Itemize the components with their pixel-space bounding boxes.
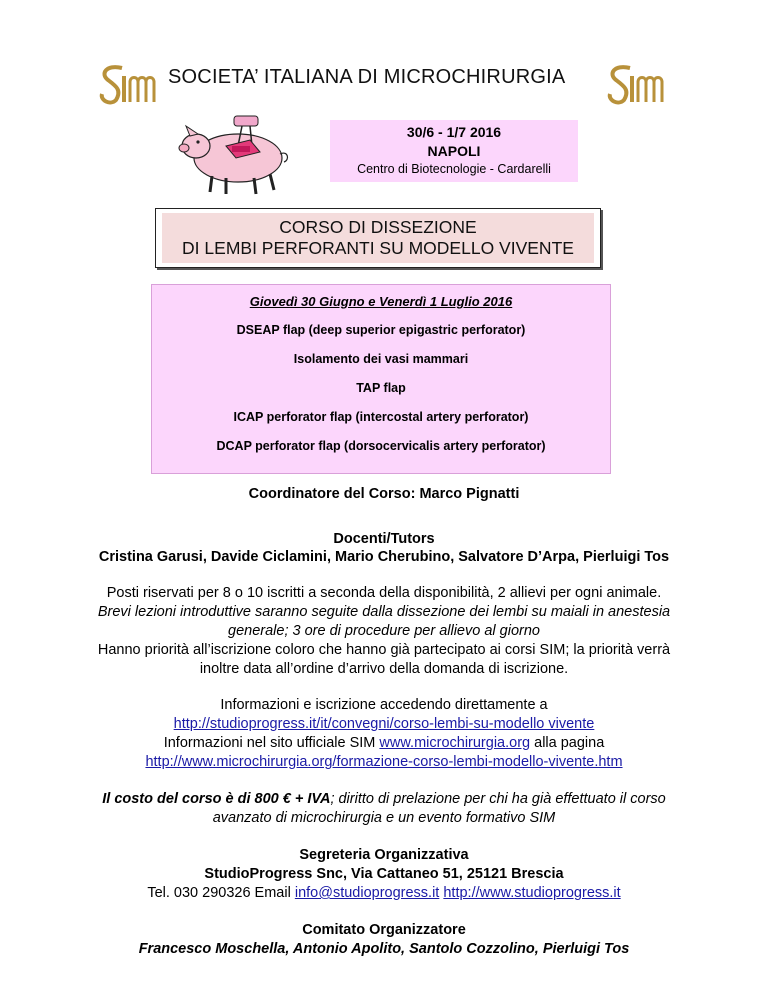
secretariat-email-link[interactable]: info@studioprogress.it xyxy=(294,885,440,901)
sim-logo-right-icon xyxy=(604,62,670,106)
registration-url-line xyxy=(0,715,768,734)
teachers-heading: Docenti/Tutors xyxy=(333,531,435,547)
sim-site-prefix: Informazioni nel sito ufficiale SIM xyxy=(163,735,376,751)
sim-site-link[interactable]: www.microchirurgia.org xyxy=(379,735,531,751)
secretariat-website-link[interactable]: http://www.studioprogress.it xyxy=(443,885,621,901)
secretariat-company: StudioProgress Snc, Via Cattaneo 51, 25121 Brescia xyxy=(204,866,564,882)
sim-logo-left-icon xyxy=(96,62,162,106)
registration-intro: Informazioni e iscrizione accedendo direttamente a xyxy=(220,697,548,713)
cost-amount: Il costo del corso è di 800 € + IVA xyxy=(102,791,331,807)
topic-item: DSEAP flap (deep superior epigastric perforator) xyxy=(236,323,526,337)
event-venue: Centro di Biotecnologie - Cardarelli xyxy=(357,162,551,176)
info-lessons-line1: Brevi lezioni introduttive saranno seguite dalla dissezione dei lembi su maiali in anestesia xyxy=(97,604,671,620)
info-priority-line2: inoltre data all’ordine d’arrivo della domanda di iscrizione. xyxy=(199,661,569,677)
event-city: NAPOLI xyxy=(427,143,481,159)
registration-link[interactable]: http://studioprogress.it/it/convegni/corso-lembi-su-modello vivente xyxy=(173,716,595,732)
course-title-line2: DI LEMBI PERFORANTI SU MODELLO VIVENTE xyxy=(182,238,574,258)
committee-names: Francesco Moschella, Antonio Apolito, Santolo Cozzolino, Pierluigi Tos xyxy=(138,941,630,957)
topics-box xyxy=(151,284,611,474)
info-lessons-line2: generale; 3 ore di procedure per allievo al giorno xyxy=(228,623,540,639)
organization-title: SOCIETA’ ITALIANA DI MICROCHIRURGIA xyxy=(168,66,566,88)
secretariat-contacts xyxy=(0,884,768,903)
secretariat-heading: Segreteria Organizzativa xyxy=(299,847,469,863)
sim-site-line xyxy=(0,734,768,753)
pig-mascot-icon xyxy=(176,112,294,196)
topic-item: DCAP perforator flap (dorsocervicalis artery perforator) xyxy=(216,439,546,453)
cost-line2: avanzato di microchirurgia e un evento formativo SIM xyxy=(212,810,556,826)
topic-item: TAP flap xyxy=(356,381,406,395)
course-title-line1: CORSO DI DISSEZIONE xyxy=(279,217,477,237)
event-dates: 30/6 - 1/7 2016 xyxy=(406,124,502,140)
course-title-box xyxy=(155,208,601,268)
topic-item: ICAP perforator flap (intercostal artery perforator) xyxy=(233,410,529,424)
secretariat-phone: Tel. 030 290326 Email xyxy=(147,885,291,901)
teachers-names: Cristina Garusi, Davide Ciclamini, Mario Cherubino, Salvatore D’Arpa, Pierluigi Tos xyxy=(98,549,670,565)
sim-site-suffix: alla pagina xyxy=(534,735,605,751)
sim-page-url-line xyxy=(0,753,768,772)
info-seats: Posti riservati per 8 o 10 iscritti a seconda della disponibilità, 2 allievi per ogni animale. xyxy=(106,585,662,601)
sim-page-link[interactable]: http://www.microchirurgia.org/formazione-corso-lembi-modello-vivente.htm xyxy=(145,754,623,770)
cost-prelation: ; diritto di prelazione per chi ha già effettuato il corso xyxy=(330,791,666,807)
info-priority-line1: Hanno priorità all’iscrizione coloro che hanno già partecipato ai corsi SIM; la priorità verrà xyxy=(97,642,671,658)
course-coordinator: Coordinatore del Corso: Marco Pignatti xyxy=(248,486,520,502)
committee-heading: Comitato Organizzatore xyxy=(302,922,466,938)
cost-line1 xyxy=(0,790,768,809)
event-date-box xyxy=(330,120,578,182)
topic-item: Isolamento dei vasi mammari xyxy=(293,352,469,366)
course-days: Giovedì 30 Giugno e Venerdì 1 Luglio 2016 xyxy=(249,294,513,309)
